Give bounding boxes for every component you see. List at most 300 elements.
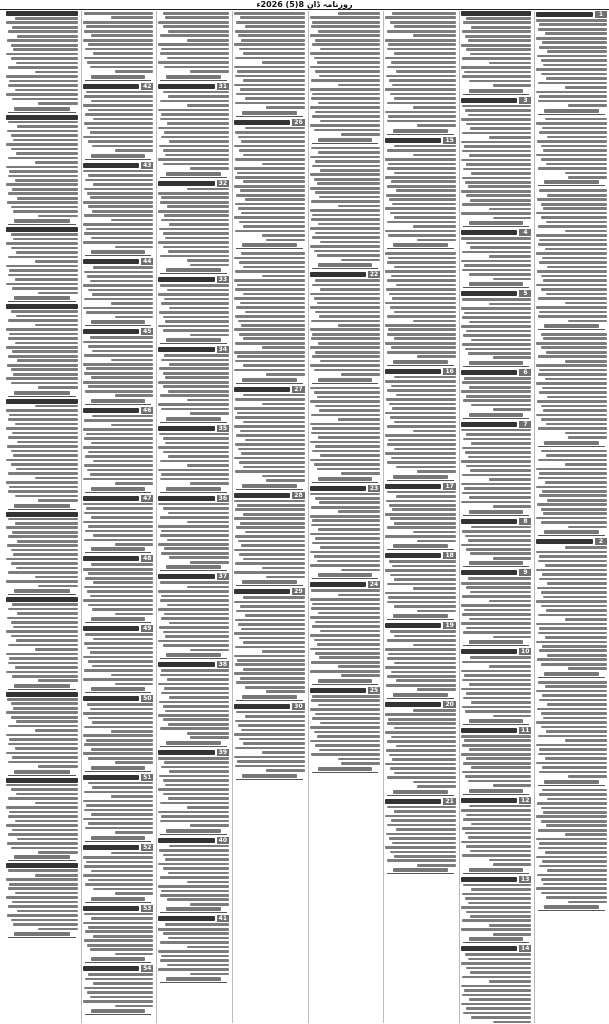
article-headline xyxy=(461,230,518,235)
article-footer-line xyxy=(166,565,221,569)
text-line xyxy=(543,596,607,599)
article-footer-line xyxy=(469,89,524,93)
text-line xyxy=(87,647,153,650)
article-body xyxy=(234,711,305,772)
article-header xyxy=(83,905,154,912)
text-line xyxy=(471,766,531,769)
text-line xyxy=(38,292,77,295)
text-line xyxy=(463,399,531,402)
article-body xyxy=(234,500,305,579)
text-line xyxy=(388,328,456,331)
text-line xyxy=(461,429,532,432)
text-line xyxy=(462,269,531,272)
text-line xyxy=(417,355,456,358)
text-line xyxy=(388,163,456,166)
text-line xyxy=(385,158,456,161)
text-line xyxy=(466,123,532,126)
article-body xyxy=(461,298,532,359)
article-footer-line xyxy=(469,561,524,565)
article-number-badge: 52 xyxy=(143,843,152,851)
text-line xyxy=(470,552,531,555)
article-body xyxy=(158,354,229,415)
article-body xyxy=(310,279,381,376)
article-header xyxy=(385,552,456,559)
text-line xyxy=(6,784,78,787)
text-line xyxy=(320,241,380,244)
text-line xyxy=(160,959,229,962)
text-line xyxy=(545,118,607,121)
article-header xyxy=(461,229,532,236)
text-line xyxy=(493,1021,532,1023)
text-line xyxy=(164,687,229,690)
text-line xyxy=(239,461,305,464)
text-line xyxy=(164,298,229,301)
article-footer-line xyxy=(469,937,524,941)
text-line xyxy=(545,564,607,567)
text-line xyxy=(88,385,153,388)
text-line xyxy=(319,315,380,318)
text-line xyxy=(470,850,531,853)
text-line xyxy=(312,717,380,720)
text-line xyxy=(234,672,305,675)
article-divider xyxy=(8,937,76,938)
text-line xyxy=(536,37,607,40)
text-line xyxy=(91,516,153,519)
text-line xyxy=(86,367,154,370)
text-line xyxy=(90,948,154,951)
text-line xyxy=(163,232,229,235)
text-line xyxy=(238,207,304,210)
text-line xyxy=(462,827,532,830)
text-line xyxy=(38,585,77,588)
text-line xyxy=(168,30,229,33)
text-line xyxy=(111,359,153,362)
article-divider xyxy=(463,942,530,943)
text-line xyxy=(466,845,532,848)
article-body xyxy=(83,91,154,152)
text-line xyxy=(320,454,380,457)
text-line xyxy=(461,604,532,607)
text-line xyxy=(314,555,380,558)
text-line xyxy=(536,19,607,22)
text-line xyxy=(167,898,229,901)
text-line xyxy=(547,194,607,197)
text-line xyxy=(9,657,78,660)
text-line xyxy=(235,176,304,179)
text-line xyxy=(315,621,380,624)
text-line xyxy=(235,342,304,345)
text-line xyxy=(83,752,154,755)
text-line xyxy=(83,503,154,506)
text-line xyxy=(13,553,77,556)
text-line xyxy=(547,798,607,801)
text-line xyxy=(465,535,531,538)
text-line xyxy=(163,793,229,796)
text-line xyxy=(234,756,305,759)
text-line xyxy=(190,973,229,976)
text-line xyxy=(6,328,78,331)
text-line xyxy=(536,762,607,765)
text-line xyxy=(83,284,154,287)
column-1 xyxy=(534,11,608,1023)
text-line xyxy=(158,525,229,528)
text-line xyxy=(536,721,607,724)
text-line xyxy=(310,551,380,554)
article-headline xyxy=(310,582,366,587)
text-line xyxy=(543,64,607,67)
text-line xyxy=(388,718,456,721)
text-line xyxy=(341,569,380,572)
article-number-badge: 45 xyxy=(143,328,152,336)
text-line xyxy=(187,732,229,735)
text-line xyxy=(38,679,77,682)
text-line xyxy=(84,913,153,916)
text-line xyxy=(546,824,607,827)
text-line xyxy=(392,508,456,511)
article-block xyxy=(461,421,532,516)
text-line xyxy=(11,919,78,922)
text-line xyxy=(17,441,78,444)
text-line xyxy=(15,495,78,498)
text-line xyxy=(538,829,607,832)
article-header xyxy=(158,749,229,756)
text-line xyxy=(16,62,78,65)
article-number-badge: 51 xyxy=(143,773,152,781)
article-divider xyxy=(387,480,454,481)
text-line xyxy=(385,88,456,91)
text-line xyxy=(466,757,531,760)
article-block xyxy=(83,844,154,903)
article-number-badge: 15 xyxy=(445,136,454,144)
text-line xyxy=(394,727,456,730)
article-header xyxy=(536,538,607,545)
text-line xyxy=(86,311,154,314)
text-line xyxy=(539,793,607,796)
text-line xyxy=(235,203,305,206)
text-line xyxy=(6,481,78,484)
text-line xyxy=(493,557,532,560)
article-body xyxy=(6,869,78,930)
text-line xyxy=(262,234,304,237)
text-line xyxy=(462,30,532,33)
article-headline xyxy=(158,496,214,501)
text-line xyxy=(392,297,456,300)
text-line xyxy=(318,612,380,615)
text-line xyxy=(35,161,78,164)
article-number-badge: 23 xyxy=(369,484,379,492)
text-line xyxy=(493,84,532,87)
text-line xyxy=(160,201,229,204)
article-block xyxy=(536,117,607,187)
text-line xyxy=(311,506,380,509)
text-line xyxy=(7,698,78,701)
text-line xyxy=(235,270,304,273)
text-line xyxy=(92,145,153,148)
article-divider xyxy=(463,287,530,288)
article-body xyxy=(461,526,532,560)
article-number-badge: 47 xyxy=(143,494,152,502)
article-footer-line xyxy=(14,296,70,300)
text-line xyxy=(88,660,154,663)
text-line xyxy=(465,181,531,184)
text-line xyxy=(234,12,305,15)
text-line xyxy=(84,354,153,357)
text-line xyxy=(311,607,380,610)
text-line xyxy=(539,369,607,372)
article-headline xyxy=(83,329,139,334)
text-line xyxy=(245,686,305,689)
text-line xyxy=(463,818,531,821)
article-footer-line xyxy=(318,767,373,771)
text-line xyxy=(111,219,153,222)
text-line xyxy=(8,905,77,908)
text-line xyxy=(8,30,77,33)
text-line xyxy=(341,472,380,475)
text-line xyxy=(541,59,607,62)
article-divider xyxy=(463,94,530,95)
text-line xyxy=(111,674,153,677)
text-line xyxy=(7,201,78,204)
column-5 xyxy=(232,11,306,1023)
article-block xyxy=(385,798,456,875)
text-line xyxy=(314,250,380,253)
text-line xyxy=(385,452,456,455)
text-line xyxy=(235,619,305,622)
text-line xyxy=(539,865,607,868)
text-line xyxy=(543,512,607,515)
text-line xyxy=(17,838,78,841)
text-line xyxy=(470,469,531,472)
column-7 xyxy=(81,11,155,1023)
article-footer-line xyxy=(14,219,70,223)
text-line xyxy=(87,127,153,130)
article-block xyxy=(234,386,305,490)
text-line xyxy=(35,729,78,732)
text-line xyxy=(466,548,532,551)
text-line xyxy=(541,663,607,666)
text-line xyxy=(84,987,154,990)
text-line xyxy=(15,747,78,750)
article-body xyxy=(385,560,456,612)
text-line xyxy=(35,405,78,408)
text-line xyxy=(388,115,456,118)
text-line xyxy=(235,398,304,401)
text-line xyxy=(262,650,304,653)
text-line xyxy=(85,179,153,182)
text-line xyxy=(464,71,532,74)
text-line xyxy=(385,846,456,849)
article-divider xyxy=(387,365,454,366)
article-divider xyxy=(312,578,379,579)
article-block xyxy=(158,276,229,344)
text-line xyxy=(537,140,607,143)
text-line xyxy=(385,380,456,383)
text-line xyxy=(470,971,531,974)
text-line xyxy=(234,351,305,354)
text-line xyxy=(163,12,229,15)
text-line xyxy=(489,980,531,983)
text-line xyxy=(466,1007,531,1010)
text-line xyxy=(12,675,78,678)
text-line xyxy=(8,518,78,521)
article-header xyxy=(385,483,456,490)
text-line xyxy=(234,145,305,148)
text-line xyxy=(83,800,154,803)
text-line xyxy=(310,227,381,230)
text-line xyxy=(84,464,154,467)
text-line xyxy=(387,279,455,282)
article-header xyxy=(461,648,532,655)
text-line xyxy=(160,581,229,584)
text-line xyxy=(38,765,77,768)
text-line xyxy=(13,210,77,213)
article-divider xyxy=(236,585,303,586)
text-line xyxy=(158,757,229,760)
text-line xyxy=(315,232,380,235)
text-line xyxy=(241,212,305,215)
article-body xyxy=(461,884,532,936)
article-body xyxy=(310,589,381,677)
text-line xyxy=(9,738,78,741)
text-line xyxy=(311,414,380,417)
article-body xyxy=(536,19,607,107)
text-line xyxy=(538,355,607,358)
article-number-badge: 11 xyxy=(521,727,530,734)
text-line xyxy=(315,351,380,354)
article-headline xyxy=(158,181,214,186)
text-line xyxy=(8,274,78,277)
article-footer-line xyxy=(393,790,448,794)
text-line xyxy=(235,562,304,565)
text-line xyxy=(6,671,78,674)
text-line xyxy=(235,747,304,750)
text-line xyxy=(536,234,607,237)
text-line xyxy=(542,387,607,390)
text-line xyxy=(160,118,229,121)
text-line xyxy=(262,163,304,166)
text-line xyxy=(160,34,229,37)
text-line xyxy=(417,688,456,691)
text-line xyxy=(387,261,456,264)
text-line xyxy=(565,230,607,233)
text-line xyxy=(466,433,531,436)
text-line xyxy=(315,39,380,42)
text-line xyxy=(387,491,455,494)
article-header xyxy=(234,492,305,499)
text-line xyxy=(311,218,380,221)
text-line xyxy=(463,631,531,634)
article-number-badge: 5 xyxy=(519,290,531,297)
text-line xyxy=(387,167,456,170)
article-headline xyxy=(461,877,517,882)
text-line xyxy=(461,906,532,909)
article-header xyxy=(310,485,381,492)
text-line xyxy=(310,670,381,673)
text-line xyxy=(338,418,380,421)
article-body xyxy=(158,923,229,975)
text-line xyxy=(310,306,381,309)
text-line xyxy=(8,869,78,872)
text-line xyxy=(38,499,77,502)
text-line xyxy=(236,610,304,613)
text-line xyxy=(87,192,153,195)
text-line xyxy=(86,804,154,807)
text-line xyxy=(164,214,229,217)
text-line xyxy=(6,183,78,186)
article-header xyxy=(158,573,229,580)
text-line xyxy=(314,178,380,181)
article-footer-line xyxy=(166,268,221,272)
article-footer-line xyxy=(469,640,524,644)
article-headline xyxy=(6,227,78,232)
text-line xyxy=(234,328,305,331)
text-line xyxy=(88,43,153,46)
text-line xyxy=(243,266,304,269)
text-line xyxy=(314,129,380,132)
text-line xyxy=(169,696,229,699)
text-line xyxy=(167,964,229,967)
text-line xyxy=(543,337,607,340)
text-line xyxy=(389,504,455,507)
text-line xyxy=(538,315,607,318)
text-line xyxy=(88,973,153,976)
article-footer-line xyxy=(469,789,524,793)
text-line xyxy=(238,448,304,451)
text-line xyxy=(235,416,304,419)
text-line xyxy=(538,100,607,103)
text-line xyxy=(88,879,153,882)
text-line xyxy=(338,510,380,513)
article-headline xyxy=(83,626,139,631)
article-divider xyxy=(312,482,379,483)
text-line xyxy=(315,744,381,747)
text-line xyxy=(310,400,381,403)
article-footer-line xyxy=(91,250,146,254)
text-line xyxy=(311,79,380,82)
article-block xyxy=(6,11,78,113)
text-line xyxy=(9,811,78,814)
text-line xyxy=(539,649,607,652)
text-line xyxy=(85,883,153,886)
text-line xyxy=(159,775,229,778)
text-line xyxy=(6,166,78,169)
text-line xyxy=(161,219,229,222)
text-line xyxy=(16,639,78,642)
text-line xyxy=(85,455,153,458)
text-line xyxy=(91,870,153,873)
text-line xyxy=(464,312,532,315)
article-footer-line xyxy=(393,614,448,618)
article-footer-line xyxy=(91,687,146,691)
text-line xyxy=(466,814,531,817)
article-divider xyxy=(8,594,76,595)
article-divider xyxy=(387,619,454,620)
text-line xyxy=(464,145,532,148)
text-line xyxy=(7,617,78,620)
text-line xyxy=(83,363,154,366)
text-line xyxy=(161,473,229,476)
text-line xyxy=(462,150,531,153)
text-line xyxy=(6,896,78,899)
text-line xyxy=(187,806,229,809)
text-line xyxy=(241,324,305,327)
text-line xyxy=(493,217,532,220)
text-line xyxy=(338,12,380,15)
text-line xyxy=(413,154,455,157)
article-footer-line xyxy=(14,770,70,774)
text-line xyxy=(385,592,456,595)
text-line xyxy=(160,100,229,103)
